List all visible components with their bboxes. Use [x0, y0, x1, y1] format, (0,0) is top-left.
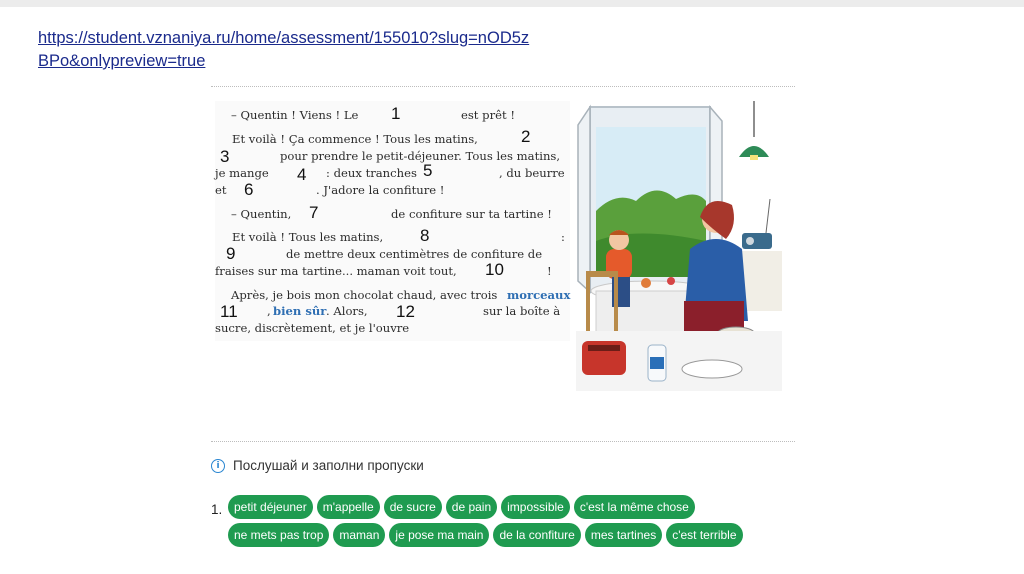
- answer-chip[interactable]: de sucre: [384, 495, 442, 519]
- answer-chip[interactable]: c'est terrible: [666, 523, 742, 547]
- divider-top: [211, 86, 795, 87]
- gap-number-5: 5: [423, 161, 433, 180]
- breakfast-illustration: [576, 101, 782, 391]
- question-number: 1.: [211, 502, 223, 517]
- text-line-9a: fraises sur ma tartine... maman voit tout,: [215, 264, 457, 278]
- divider-bottom: [211, 441, 795, 442]
- answer-chip[interactable]: c'est la même chose: [574, 495, 695, 519]
- text-line-1b: est prêt !: [461, 108, 515, 122]
- gap-number-3: 3: [220, 147, 230, 166]
- answer-chip[interactable]: impossible: [501, 495, 570, 519]
- gap-number-1: 1: [391, 104, 401, 123]
- text-line-5a: et: [215, 183, 227, 197]
- text-line-7: Et voilà ! Tous les matins,: [232, 230, 384, 244]
- assessment-link[interactable]: https://student.vznaniya.ru/home/assessment/155010?slug=nOD5zBPo&onlypreview=true: [38, 29, 530, 70]
- gap-number-8: 8: [420, 226, 430, 245]
- text-line-5b: . J'adore la confiture !: [316, 183, 445, 197]
- exercise-text: [215, 101, 570, 341]
- text-line-11b: . Alors,: [326, 304, 368, 318]
- text-line-4a: je mange: [215, 166, 269, 180]
- text-line-3: pour prendre le petit-déjeuner. Tous les matins,: [280, 149, 561, 163]
- answer-chips-row-2: [228, 523, 743, 547]
- gap-number-4: 4: [297, 165, 307, 184]
- top-bar: [0, 0, 1024, 7]
- text-line-6b: de confiture sur ta tartine !: [391, 207, 552, 221]
- text-line-10a: Après, je bois mon chocolat chaud, avec trois: [231, 288, 498, 302]
- text-line-12: sucre, discrètement, et je l'ouvre: [215, 321, 410, 335]
- gap-number-11: 11: [220, 302, 238, 321]
- gap-number-2: 2: [521, 127, 531, 146]
- answer-chip[interactable]: de pain: [446, 495, 497, 519]
- text-line-7b: :: [561, 230, 565, 244]
- gap-number-12: 12: [396, 302, 415, 321]
- info-icon: i: [211, 459, 225, 473]
- text-line-9b: !: [547, 264, 552, 278]
- text-line-8: de mettre deux centimètres de confiture de: [286, 247, 543, 261]
- answer-chip[interactable]: je pose ma main: [389, 523, 489, 547]
- text-line-6a: – Quentin,: [231, 207, 292, 221]
- answer-chip[interactable]: maman: [333, 523, 385, 547]
- answer-chip[interactable]: de la confiture: [493, 523, 580, 547]
- text-line-11a: bien sûr: [273, 304, 327, 318]
- text-line-4c: , du beurre: [499, 166, 565, 180]
- gap-number-7: 7: [309, 203, 319, 222]
- text-line-10b: morceaux: [507, 288, 571, 302]
- answer-chip[interactable]: petit déjeuner: [228, 495, 313, 519]
- gap-number-6: 6: [244, 180, 254, 199]
- gap-number-9: 9: [226, 244, 236, 263]
- instruction-hint: [211, 458, 424, 473]
- answer-chips-row-1: [228, 495, 695, 519]
- comma: ,: [267, 304, 271, 318]
- answer-chip[interactable]: mes tartines: [585, 523, 662, 547]
- text-line-4b: : deux tranches: [326, 166, 417, 180]
- gap-number-10: 10: [485, 260, 504, 279]
- text-line-2: Et voilà ! Ça commence ! Tous les matins,: [232, 132, 478, 146]
- answer-chip[interactable]: ne mets pas trop: [228, 523, 329, 547]
- instruction-text: Послушай и заполни пропуски: [233, 458, 424, 473]
- text-line-1a: – Quentin ! Viens ! Le: [231, 108, 359, 122]
- text-line-11c: sur la boîte à: [483, 304, 561, 318]
- answer-chip[interactable]: m'appelle: [317, 495, 380, 519]
